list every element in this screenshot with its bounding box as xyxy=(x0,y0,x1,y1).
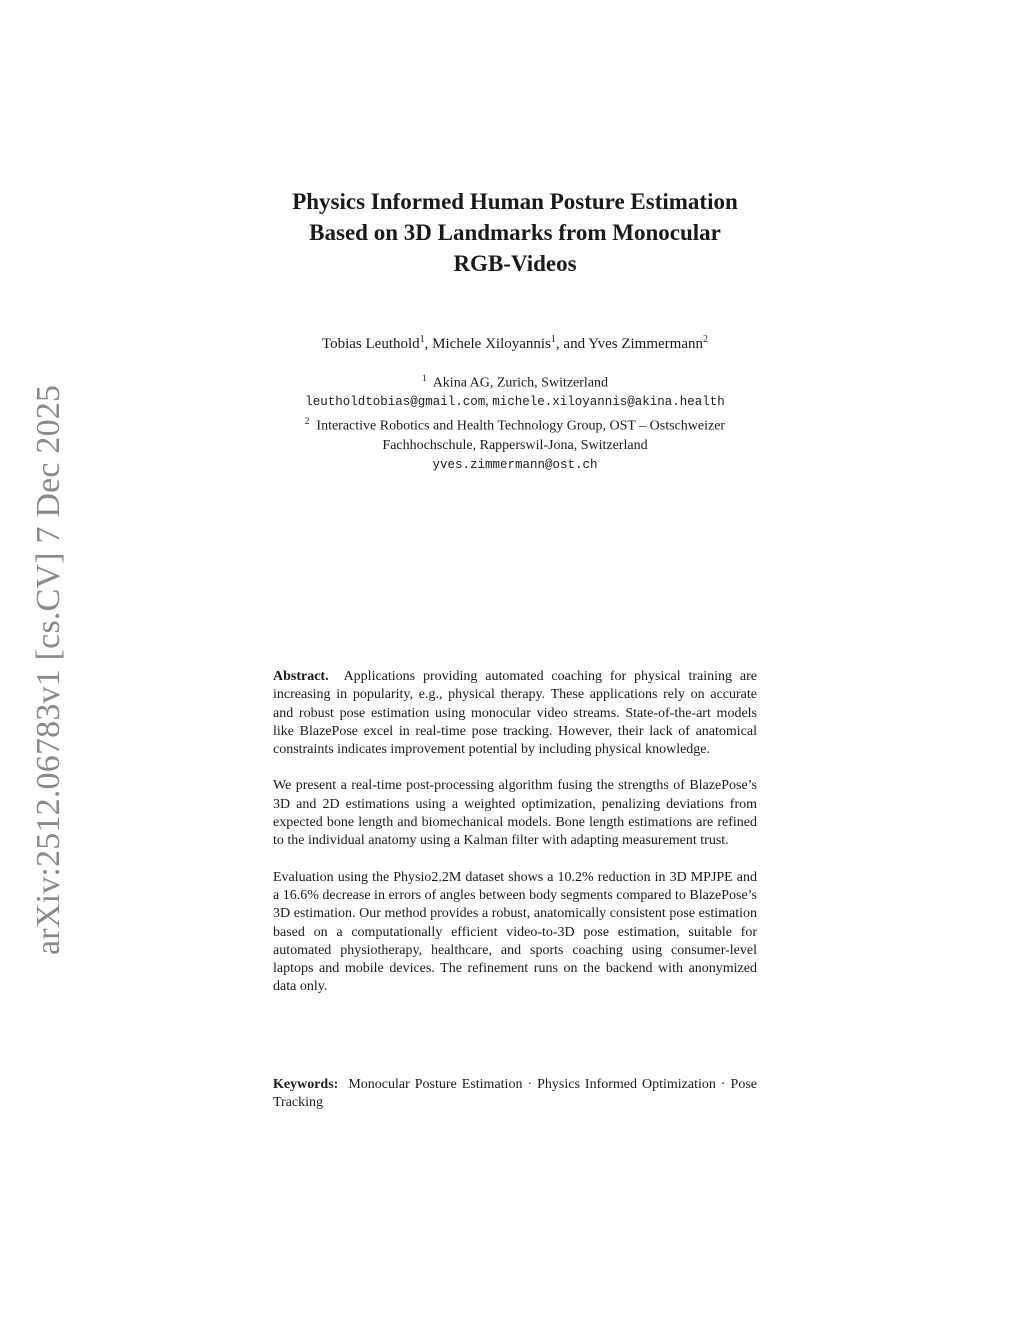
affiliation-2 xyxy=(200,412,830,436)
author-name: Tobias Leuthold xyxy=(321,336,420,352)
keywords-text: Monocular Posture Estimation · Physics Informed Optimization · Pose Tracking xyxy=(273,1077,757,1111)
title-line-2: Based on 3D Landmarks from Monocular xyxy=(309,220,721,245)
author-name: Michele Xiloyannis xyxy=(432,336,551,352)
keywords-section xyxy=(273,1076,757,1113)
email-link[interactable]: michele.xiloyannis@akina.health xyxy=(492,395,725,410)
affiliation-mark: 1 xyxy=(421,373,427,383)
author-name: Yves Zimmermann xyxy=(588,336,703,352)
email-link[interactable]: leutholdtobias@gmail.com xyxy=(305,395,486,410)
author-separator: , and xyxy=(555,336,589,352)
abstract-section xyxy=(273,668,757,1015)
abstract-paragraph-2: We present a real-time post-processing algorithm fusing the strengths of BlazePose’s 3D and 2D estimations using a weighted optimization, penalizing deviations from expected bone length and biomechanical models. Bone length estimations are refined to the individual anatomy using a Kalman filter with adapting measurement trust. xyxy=(273,778,757,849)
abstract-paragraph-3: Evaluation using the Physio2.2M dataset shows a 10.2% reduction in 3D MPJPE and a 16.6% decrease in errors of angles between body segments compared to BlazePose’s 3D estimation. Our method provides a robust, anatomically consistent pose estimation based on a computationally efficient video-to-3D pose estimation, suitable for automated physiotherapy, healthcare, and sports coaching using consumer-level laptops and mobile devices. The refinement runs on the backend with anonymized data only. xyxy=(273,869,758,995)
email-link[interactable]: yves.zimmermann@ost.ch xyxy=(432,457,598,472)
abstract-paragraph-1 xyxy=(273,668,757,759)
affiliation-2-line-2: Fachhochschule, Rapperswil-Jona, Switzerland xyxy=(382,437,648,453)
abstract-text: Applications providing automated coaching for physical training are increasing in popularity, e.g., physical therapy. These applications rely on accurate and robust pose estimation using monocular video streams. State-of-the-art models like BlazePose excel in real-time pose tracking. However, their lack of anatomical constraints indicates improvement potential by including physical knowledge. xyxy=(273,669,757,758)
author-affiliation-mark: 2 xyxy=(703,334,708,345)
title-line-3: RGB-Videos xyxy=(453,251,577,276)
author-affiliation-mark: 1 xyxy=(550,334,556,345)
affiliation-1-emails xyxy=(200,393,830,412)
abstract-label: Abstract. xyxy=(273,669,329,684)
author-separator: , xyxy=(424,336,433,352)
affiliations-block xyxy=(200,369,830,474)
affiliation-name: Interactive Robotics and Health Technology Group, OST – Ostschweizer xyxy=(316,418,726,434)
arxiv-identifier-stamp: arXiv:2512.06783v1 [cs.CV] 7 Dec 2025 xyxy=(30,384,67,955)
author-list xyxy=(200,334,830,353)
email-separator: , xyxy=(485,394,493,410)
title-line-1: Physics Informed Human Posture Estimation xyxy=(292,189,738,214)
keywords-label: Keywords: xyxy=(273,1077,339,1092)
paper-title xyxy=(200,186,830,279)
affiliation-name: Akina AG, Zurich, Switzerland xyxy=(432,375,609,391)
affiliation-1 xyxy=(200,369,830,393)
affiliation-mark: 2 xyxy=(304,416,310,427)
author-affiliation-mark: 1 xyxy=(419,334,425,345)
